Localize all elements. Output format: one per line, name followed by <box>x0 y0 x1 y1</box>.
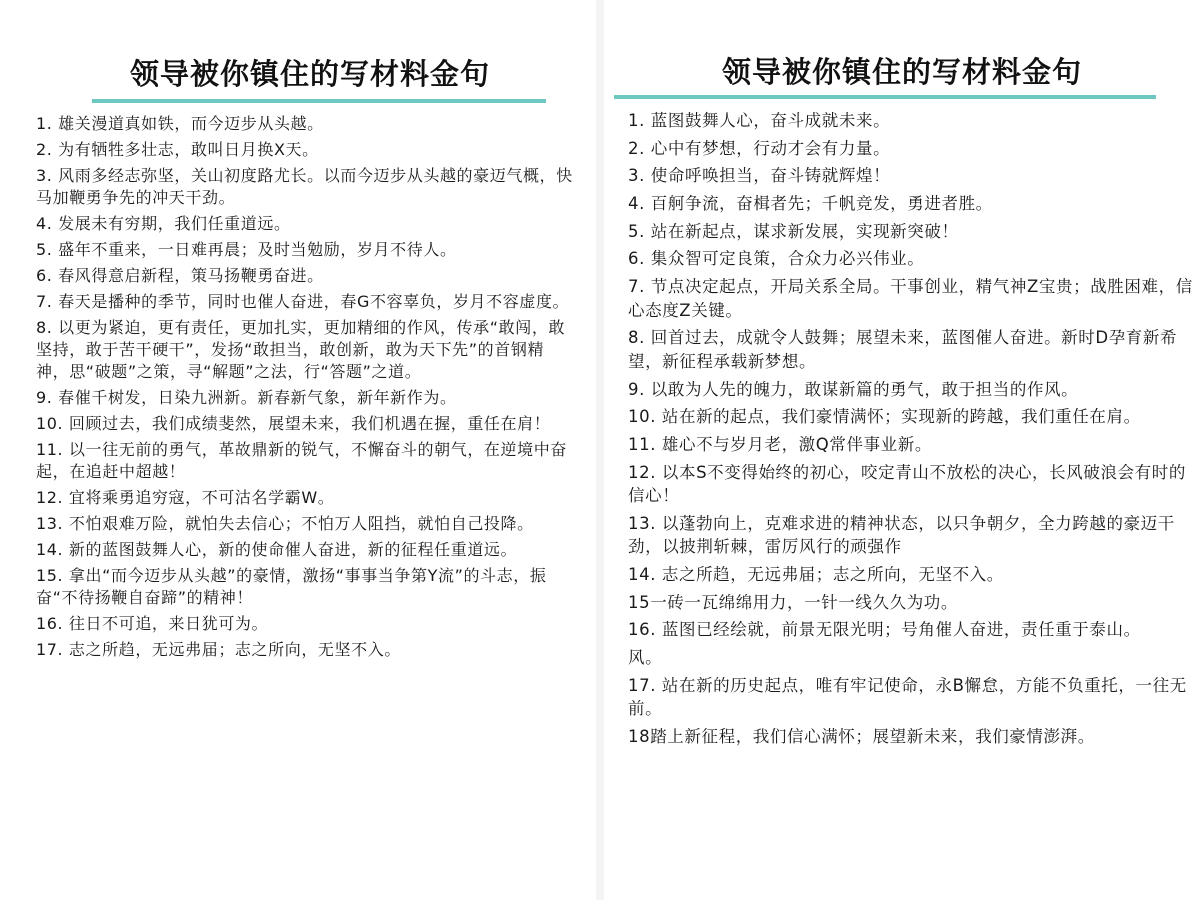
quote-item: 18踏上新征程，我们信心满怀；展望新未来，我们豪情澎湃。 <box>628 726 1095 746</box>
quote-item: 13. 不怕艰难万险，就怕失去信心；不怕万人阻挡，就怕自己投降。 <box>36 514 534 533</box>
quote-item: 3. 使命呼唤担当，奋斗铸就辉煌！ <box>628 166 891 186</box>
quote-item: 风。 <box>628 648 663 667</box>
quote-item: 11. 以一往无前的勇气，革故鼎新的锐气，不懈奋斗的朝气，在逆境中奋起，在追赶中超越！ <box>36 440 567 481</box>
quote-item: 2. 为有牺牲多壮志，敢叫日月换X天。 <box>36 140 319 159</box>
title-underline <box>614 95 1156 99</box>
quote-item: 2. 心中有梦想，行动才会有力量。 <box>628 138 891 158</box>
quote-item: 12. 以本S不变得始终的初心，咬定青山不放松的决心，长风破浪会有时的信心！ <box>628 462 1186 506</box>
quote-list <box>628 109 1194 753</box>
quote-item: 4. 发展未有穷期，我们任重道远。 <box>36 214 291 233</box>
quote-item: 10. 回顾过去，我们成绩斐然，展望未来，我们机遇在握，重任在肩！ <box>36 414 551 433</box>
quote-item: 1. 蓝图鼓舞人心，奋斗成就未来。 <box>628 111 891 130</box>
quote-item: 16. 往日不可追，来日犹可为。 <box>36 614 269 633</box>
page-title: 领导被你镇住的写材料金句 <box>130 57 491 91</box>
quote-item: 14. 志之所趋，无远弗届；志之所向，无坚不入。 <box>628 564 1004 584</box>
page-title: 领导被你镇住的写材料金句 <box>722 55 1083 89</box>
quote-item: 3. 风雨多经志弥坚，关山初度路尤长。以而今迈步从头越的豪迈气概，快马加鞭勇争先的冲天干劲。 <box>36 166 573 207</box>
quote-item: 8. 回首过去，成就令人鼓舞；展望未来，蓝图催人奋进。新时D孕育新希望，新征程承载新梦想。 <box>628 328 1178 371</box>
quote-item: 6. 集众智可定良策，合众力必兴伟业。 <box>628 249 925 269</box>
quote-item: 17. 站在新的历史起点，唯有牢记使命，永B懈怠，方能不负重托，一往无前。 <box>628 675 1187 719</box>
quote-item: 5. 盛年不重来，一日难再晨；及时当勉励，岁月不待人。 <box>36 240 457 259</box>
quote-item: 7. 春天是播种的季节，同时也催人奋进，春G不容辜负，岁月不容虚度。 <box>36 292 570 311</box>
quote-item: 11. 雄心不与岁月老，激Q常伴事业新。 <box>628 434 932 454</box>
quote-item: 9. 以敢为人先的魄力，敢谋新篇的勇气，敢于担当的作风。 <box>628 379 1079 399</box>
left-page <box>0 0 596 900</box>
quote-item: 10. 站在新的起点，我们豪情满怀；实现新的跨越，我们重任在肩。 <box>628 407 1141 427</box>
quote-item: 12. 宜将乘勇追穷寇，不可沽名学霸W。 <box>36 488 335 507</box>
quote-item: 4. 百舸争流，奋楫者先；千帆竞发，勇进者胜。 <box>628 194 993 214</box>
quote-item: 15. 拿出“而今迈步从头越”的豪情，激扬“事事当争第Y流”的斗志，振奋“不待扬鞭自奋蹄”的精神！ <box>36 566 547 607</box>
quote-item: 14. 新的蓝图鼓舞人心，新的使命催人奋进，新的征程任重道远。 <box>36 540 518 559</box>
quote-item: 9. 春催千树发，日染九洲新。新春新气象，新年新作为。 <box>36 388 457 407</box>
quote-item: 6. 春风得意启新程，策马扬鞭勇奋进。 <box>36 266 324 285</box>
right-page <box>604 0 1200 900</box>
quote-item: 1. 雄关漫道真如铁，而今迈步从头越。 <box>36 114 324 133</box>
page-divider <box>596 0 604 900</box>
quote-item: 8. 以更为紧迫，更有责任，更加扎实，更加精细的作风，传承“敢闯，敢坚持，敢于苦干硬干”，发扬“敢担当，敢创新，敢为天下先”的首钢精神，思“破题”之策，寻“解题”之法，行“答题”之道。 <box>36 318 566 381</box>
title-underline <box>92 99 546 103</box>
quote-item: 15一砖一瓦绵绵用力，一针一线久久为功。 <box>628 592 958 612</box>
quote-item: 16. 蓝图已经绘就，前景无限光明；号角催人奋进，责任重于泰山。 <box>628 620 1141 640</box>
quote-item: 13. 以蓬勃向上，克难求进的精神状态，以只争朝夕，全力跨越的豪迈干劲，以披荆斩棘，雷厉风行的顽强作 <box>628 513 1175 557</box>
quote-list <box>36 113 576 665</box>
quote-item: 7. 节点决定起点，开局关系全局。干事创业，精气神Z宝贵；战胜困难，信心态度Z关键。 <box>628 277 1193 320</box>
quote-item: 5. 站在新起点，谋求新发展，实现新突破！ <box>628 221 959 241</box>
quote-item: 17. 志之所趋，无远弗届；志之所向，无坚不入。 <box>36 640 401 659</box>
